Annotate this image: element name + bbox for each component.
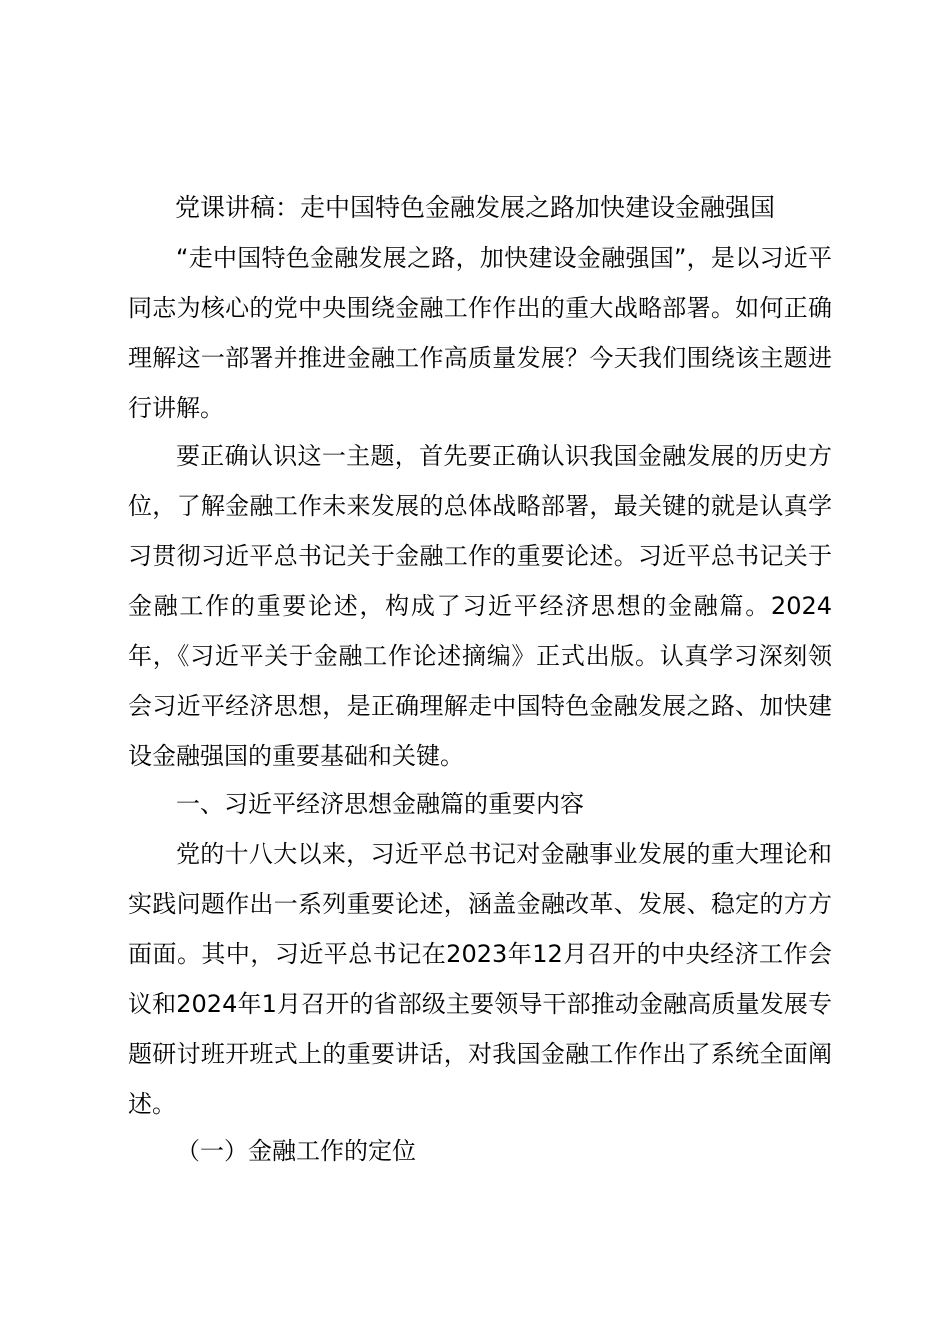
paragraph-section-body: 党的十八大以来，习近平总书记对金融事业发展的重大理论和实践问题作出一系列重要论述，涵盖金融改革、发展、稳定的方方面面。其中，习近平总书记在2023年12月召开的中央经济工作会议和2024年1月召开的省部级主要领导干部推动金融高质量发展专题研讨班开班式上的重要讲话，对我国金融工作作出了系统全面阐述。 bbox=[128, 840, 832, 1118]
subsection-heading: （一）金融工作的定位 bbox=[176, 1137, 416, 1165]
paragraph-context: 要正确认识这一主题，首先要正确认识我国金融发展的历史方位，了解金融工作未来发展的总体战略部署，最关键的就是认真学习贯彻习近平总书记关于金融工作的重要论述。习近平总书记关于金融工作的重要论述，构成了习近平经济思想的金融篇。2024年，《习近平关于金融工作论述摘编》正式出版。认真学习深刻领会习近平经济思想，是正确理解走中国特色金融发展之路、加快建设金融强国的重要基础和关键。 bbox=[128, 442, 832, 770]
paragraph-intro: “走中国特色金融发展之路，加快建设金融强国”，是以习近平同志为核心的党中央围绕金融工作作出的重大战略部署。如何正确理解这一部署并推进金融工作高质量发展？今天我们围绕该主题进行讲解。 bbox=[128, 244, 832, 422]
document-title: 党课讲稿：走中国特色金融发展之路加快建设金融强国 bbox=[174, 193, 775, 222]
section-heading: 一、习近平经济思想金融篇的重要内容 bbox=[176, 790, 584, 818]
